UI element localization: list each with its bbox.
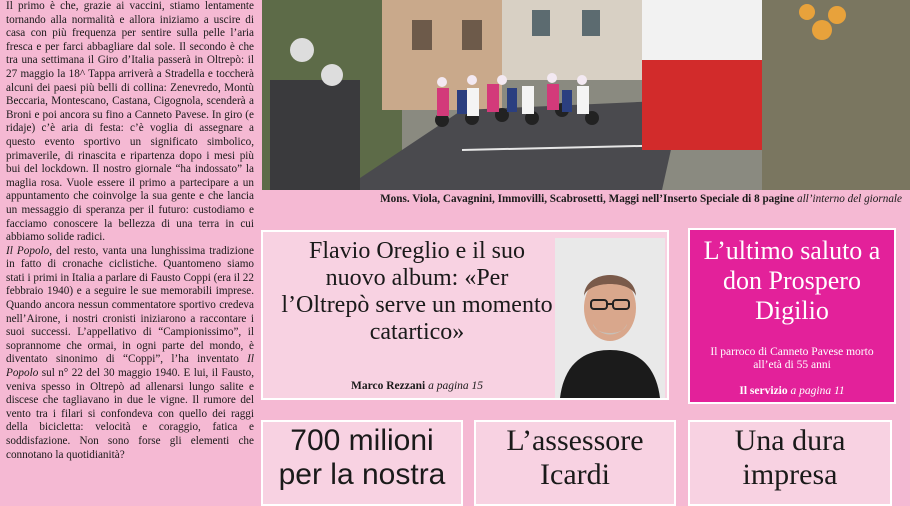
- prospero-page: a pagina 11: [790, 385, 845, 397]
- oreglio-box[interactable]: [261, 230, 669, 400]
- prospero-box[interactable]: [688, 228, 896, 404]
- article-paragraph-1: Il primo è che, grazie ai vaccini, stiamo lentamente tornando alla normalità e allora iniziamo a uscire di casa con più frequenza per sentire sulla pelle l’aria fresca e per farci abbagliare dal sole. Il secondo è che tra una settimana il Giro d’Italia passerà in Oltrepò: il 27 maggio la 18^ Tappa arriverà a Stradella e toccherà alcuni dei paesi più belli di collina: Zenevredo, Montù Beccaria, Montescano, Castana, Cigognola, scenderà a Broni e poi ancora su fino a Canneto Pavese. In giro (e ridaje) c’è aria di festa: c’è voglia di assegnare a questo evento sportivo un significato simbolico, primaverile, di rinascita e ripartenza dopo i mesi più bui del lockdown. Il nostro giornale “ha indossato” la maglia rosa. Vuole essere il primo a partecipare a un appuntamento che coinvolge la sua gente e che lancia un messaggio di speranza per il futuro: custodiamo e facciamo conoscere la bellezza di una terra in cui abbiamo solide radici.: [6, 0, 254, 244]
- cycling-photo: [262, 0, 910, 190]
- bottom-box-2[interactable]: [474, 420, 676, 506]
- article-paragraph-2: Il Popolo, del resto, vanta una lunghissima tradizione in fatto di cronache ciclistiche. Quantomeno siamo stati i primi in Italia a parlare di Fausto Coppi (era il 22 febbraio 1940) e a seguire le sue memorabili imprese. Quando ancora nessun commentatore sportivo credeva nell’Airone, i nostri cronisti iniziarono a raccontare i suoi successi. L’appellativo di “Campionissimo”, il soprannome che ormai, in ogni parte del mondo, è diventato sinonimo di “Coppi”, l’ha inventato Il Popolo sul n° 22 del 30 maggio 1940. E lui, il Fausto, veniva spesso in Oltrepò ad allenarsi lungo salite e discese che tagliavano in due le vigne. Il rumore del vento tra i filari si confondeva con quello dei raggi della bicicletta: velocità e coraggio, fatica e soddisfazione. Non sono forse gli elementi che connotano la quotidianità?: [6, 244, 255, 461]
- photo-caption: [262, 193, 902, 205]
- paper-name-2: Il Popolo: [6, 353, 254, 380]
- bottom-box-1[interactable]: [261, 420, 463, 506]
- oreglio-title: Flavio Oreglio e il suo nuovo album: «Per l’Oltrepò serve un momento catartico»: [281, 238, 553, 345]
- oreglio-byline: [281, 380, 553, 392]
- main-article: [0, 0, 262, 500]
- oreglio-page: a pagina 15: [428, 380, 484, 392]
- article-paragraph-3-text: sul n° 22 del 30 maggio 1940. E lui, il Fausto, veniva spesso in Oltrepò ad allenarsi lungo salite e discese che tagliavano in due le vigne. Il rumore del vento tra i filari si confondeva con quello dei raggi della bicicletta: velocità e coraggio, fatica e soddisfazione. Non sono forse gli elementi che connotano la quotidianità?: [6, 367, 255, 461]
- bottom-title-1: 700 milioni per la nostra: [278, 424, 446, 491]
- caption-location: all’interno del giornale: [796, 193, 902, 205]
- oreglio-author: Marco Rezzani: [350, 380, 426, 392]
- bottom-box-3[interactable]: [688, 420, 892, 506]
- prospero-title: L’ultimo saluto a don Prospero Digilio: [703, 236, 881, 325]
- caption-names: Mons. Viola, Cavagnini, Immovilli, Scabrosetti, Maggi nell’Inserto Speciale di 8 pagine: [380, 193, 795, 205]
- prospero-servizio-label: Il servizio: [739, 385, 788, 397]
- bottom-title-2: L’assessore Icardi: [506, 424, 644, 491]
- prospero-servizio: [696, 385, 888, 397]
- paper-name: Il Popolo: [6, 244, 50, 257]
- prospero-subtitle: Il parroco di Canneto Pavese morto all’età di 55 anni: [710, 346, 874, 371]
- article-paragraph-2-text: del resto, vanta una lunghissima tradizione in fatto di cronache ciclistiche. Quantomeno siamo stati i primi in Italia a parlare di Fausto Coppi (era il 22 febbraio 1940) e a seguire le sue memorabili imprese. Quando ancora nessun commentatore sportivo credeva nell’Airone, i nostri cronisti iniziarono a raccontare i suoi successi. L’appellativo di “Campionissimo”, il soprannome che ormai, in ogni parte del mondo, è diventato sinonimo di “Coppi”, l’ha inventato: [6, 244, 254, 366]
- bottom-title-3: Una dura impresa: [734, 424, 846, 491]
- oreglio-portrait: [555, 238, 665, 398]
